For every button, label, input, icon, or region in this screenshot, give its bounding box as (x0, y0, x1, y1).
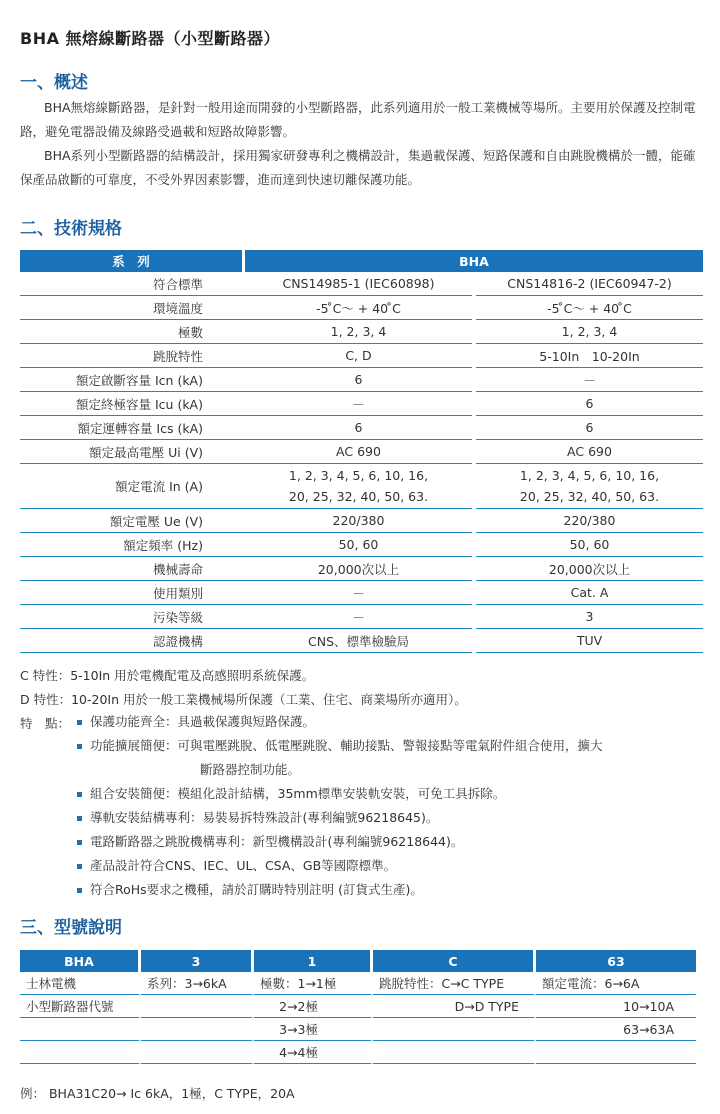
spec-value-iec60898: CNS14985-1 (IEC60898) (245, 272, 472, 296)
overview-paragraph: BHA無熔線斷路器，是針對一般用途而開發的小型斷路器，此系列適用於一般工業機械等場所。主要用於保護及控制電路，避免電器設備及線路受過載和短路故障影響。 (20, 100, 696, 139)
model-header: 3 (141, 950, 254, 972)
model-row (20, 1018, 696, 1041)
spec-header-product: BHA (245, 250, 703, 272)
spec-value-iec60947: 1, 2, 3, 4 (476, 320, 703, 344)
bullet-icon (77, 840, 82, 845)
model-cell: 系列：3→6kA (141, 972, 254, 995)
model-cell (20, 1018, 141, 1041)
model-cell: 4→4極 (254, 1041, 373, 1064)
spec-row (20, 368, 703, 392)
spec-row (20, 557, 703, 581)
feature-text: 保護功能齊全：具過載保護與短路保護。 (90, 714, 316, 729)
specs-heading: 二、技術規格 (20, 219, 122, 239)
note-c-characteristic: C 特性：5-10In 用於電機配電及高感照明系統保護。 (20, 668, 315, 683)
spec-label: 極數 (20, 320, 245, 344)
model-cell: 跳脫特性：C→C TYPE (373, 972, 536, 995)
spec-row (20, 533, 703, 557)
spec-label: 額定最高電壓 Ui (V) (20, 440, 245, 464)
spec-row (20, 509, 703, 533)
spec-value-iec60947: 50, 60 (476, 533, 703, 557)
note-d-characteristic: D 特性：10-20In 用於一般工業機械場所保護（工業、住宅、商業場所亦適用）。 (20, 692, 467, 707)
bullet-icon (77, 720, 82, 725)
spec-row (20, 464, 703, 509)
spec-value-iec60947: Cat. A (476, 581, 703, 605)
bullet-icon (77, 792, 82, 797)
spec-value-iec60898: － (245, 605, 472, 629)
feature-text: 導軌安裝結構專利：易裝易拆特殊設計(專利編號96218645)。 (90, 810, 439, 825)
spec-table (20, 250, 703, 653)
model-cell (141, 1041, 254, 1064)
spec-label: 污染等級 (20, 605, 245, 629)
spec-value-iec60947: 20,000次以上 (476, 557, 703, 581)
spec-label: 認證機構 (20, 629, 245, 653)
spec-row (20, 344, 703, 368)
model-cell (373, 1041, 536, 1064)
feature-text: 電路斷路器之跳脫機構專利：新型機構設計(專利編號96218644)。 (90, 834, 464, 849)
spec-row (20, 272, 703, 296)
spec-row (20, 581, 703, 605)
feature-item (77, 734, 603, 758)
model-cell (141, 995, 254, 1018)
spec-value-iec60947: 5-10In 10-20In (476, 344, 703, 368)
spec-value-iec60898-line: 20, 25, 32, 40, 50, 63. (288, 489, 429, 504)
bullet-icon (77, 888, 82, 893)
overview-heading: 一、概述 (20, 73, 88, 93)
spec-value-iec60947: 6 (476, 416, 703, 440)
spec-value-iec60898: AC 690 (245, 440, 472, 464)
spec-value-iec60898: C, D (245, 344, 472, 368)
page-title: BHA 無熔線斷路器（小型斷路器） (20, 29, 281, 48)
spec-row (20, 296, 703, 320)
model-cell: D→D TYPE (373, 995, 536, 1018)
model-cell: 63→63A (536, 1018, 696, 1041)
spec-row (20, 320, 703, 344)
spec-row (20, 416, 703, 440)
spec-value-iec60947: 6 (476, 392, 703, 416)
spec-value-iec60947: -5 ̊C～ + 40 ̊C (476, 296, 703, 320)
model-header: 63 (536, 950, 696, 972)
spec-label: 額定電流 In (A) (20, 464, 245, 509)
spec-value-iec60947: AC 690 (476, 440, 703, 464)
feature-text: 組合安裝簡便：模組化設計結構，35mm標準安裝軌安裝，可免工具拆除。 (90, 786, 506, 801)
spec-value-iec60898: CNS、標準檢驗局 (245, 629, 472, 653)
spec-value-iec60947: 3 (476, 605, 703, 629)
model-cell: 極數：1→1極 (254, 972, 373, 995)
model-example: 例： BHA31C20→ Ic 6kA，1極，C TYPE，20A (20, 1086, 295, 1101)
spec-value-iec60898-line: 1, 2, 3, 4, 5, 6, 10, 16, (288, 468, 429, 483)
spec-label: 額定啟斷容量 Icn (kA) (20, 368, 245, 392)
model-cell: 10→10A (536, 995, 696, 1018)
spec-value-iec60947 (476, 464, 703, 509)
spec-value-iec60898: 6 (245, 416, 472, 440)
spec-row (20, 440, 703, 464)
feature-item (77, 782, 505, 806)
model-cell (536, 1041, 696, 1064)
spec-value-iec60947: 220/380 (476, 509, 703, 533)
model-header: BHA (20, 950, 141, 972)
feature-item (77, 710, 315, 734)
spec-value-iec60898: -5 ̊C～ + 40 ̊C (245, 296, 472, 320)
overview-paragraph: BHA系列小型斷路器的結構設計，採用獨家研發專利之機構設計，集過載保護、短路保護和自由跳脫機構於一體，能確保產品啟斷的可靠度，不受外界因素影響，進而達到快速切離保護功能。 (20, 148, 696, 187)
spec-value-iec60898: 220/380 (245, 509, 472, 533)
model-cell: 小型斷路器代號 (20, 995, 141, 1018)
feature-item (77, 878, 423, 902)
feature-continuation: 斷路器控制功能。 (200, 762, 301, 777)
spec-value-iec60898: 1, 2, 3, 4 (245, 320, 472, 344)
spec-label: 機械壽命 (20, 557, 245, 581)
spec-label: 額定終極容量 Icu (kA) (20, 392, 245, 416)
spec-value-iec60947: CNS14816-2 (IEC60947-2) (476, 272, 703, 296)
feature-text: 功能擴展簡便：可與電壓跳脫、低電壓跳脫、輔助接點、警報接點等電氣附件組合使用，擴大 (90, 738, 603, 753)
spec-value-iec60898: 50, 60 (245, 533, 472, 557)
feature-item (77, 854, 396, 878)
features-label: 特 點： (20, 716, 71, 731)
spec-label: 環境溫度 (20, 296, 245, 320)
spec-label: 額定頻率 (Hz) (20, 533, 245, 557)
spec-value-iec60898: － (245, 581, 472, 605)
model-cell (373, 1018, 536, 1041)
spec-label: 跳脫特性 (20, 344, 245, 368)
spec-value-iec60898: 6 (245, 368, 472, 392)
spec-label: 額定電壓 Ue (V) (20, 509, 245, 533)
feature-item (77, 830, 463, 854)
model-cell: 2→2極 (254, 995, 373, 1018)
spec-row (20, 605, 703, 629)
spec-label: 使用類別 (20, 581, 245, 605)
model-cell: 士林電機 (20, 972, 141, 995)
model-heading: 三、型號說明 (20, 918, 122, 938)
spec-value-iec60898 (245, 464, 472, 509)
spec-header-series: 系 列 (20, 250, 245, 272)
feature-item (77, 806, 438, 830)
model-row (20, 995, 696, 1018)
bullet-icon (77, 816, 82, 821)
model-header: C (373, 950, 536, 972)
spec-value-iec60947-line: 1, 2, 3, 4, 5, 6, 10, 16, (519, 468, 660, 483)
spec-value-iec60947: TUV (476, 629, 703, 653)
overview-text (20, 96, 702, 192)
model-row (20, 1041, 696, 1064)
spec-value-iec60898: － (245, 392, 472, 416)
spec-row (20, 629, 703, 653)
bullet-icon (77, 864, 82, 869)
model-row (20, 972, 696, 995)
spec-label: 額定運轉容量 Ics (kA) (20, 416, 245, 440)
model-cell (20, 1041, 141, 1064)
model-cell: 3→3極 (254, 1018, 373, 1041)
model-table (20, 950, 696, 1064)
model-header: 1 (254, 950, 373, 972)
spec-label: 符合標準 (20, 272, 245, 296)
feature-text: 產品設計符合CNS、IEC、UL、CSA、GB等國際標準。 (90, 858, 397, 873)
feature-text: 符合RoHs要求之機種，請於訂購時特別註明 (訂貨式生產)。 (90, 882, 423, 897)
spec-value-iec60947-line: 20, 25, 32, 40, 50, 63. (519, 489, 660, 504)
spec-value-iec60947: － (476, 368, 703, 392)
bullet-icon (77, 744, 82, 749)
spec-value-iec60898: 20,000次以上 (245, 557, 472, 581)
spec-row (20, 392, 703, 416)
model-cell (141, 1018, 254, 1041)
model-cell: 額定電流：6→6A (536, 972, 696, 995)
